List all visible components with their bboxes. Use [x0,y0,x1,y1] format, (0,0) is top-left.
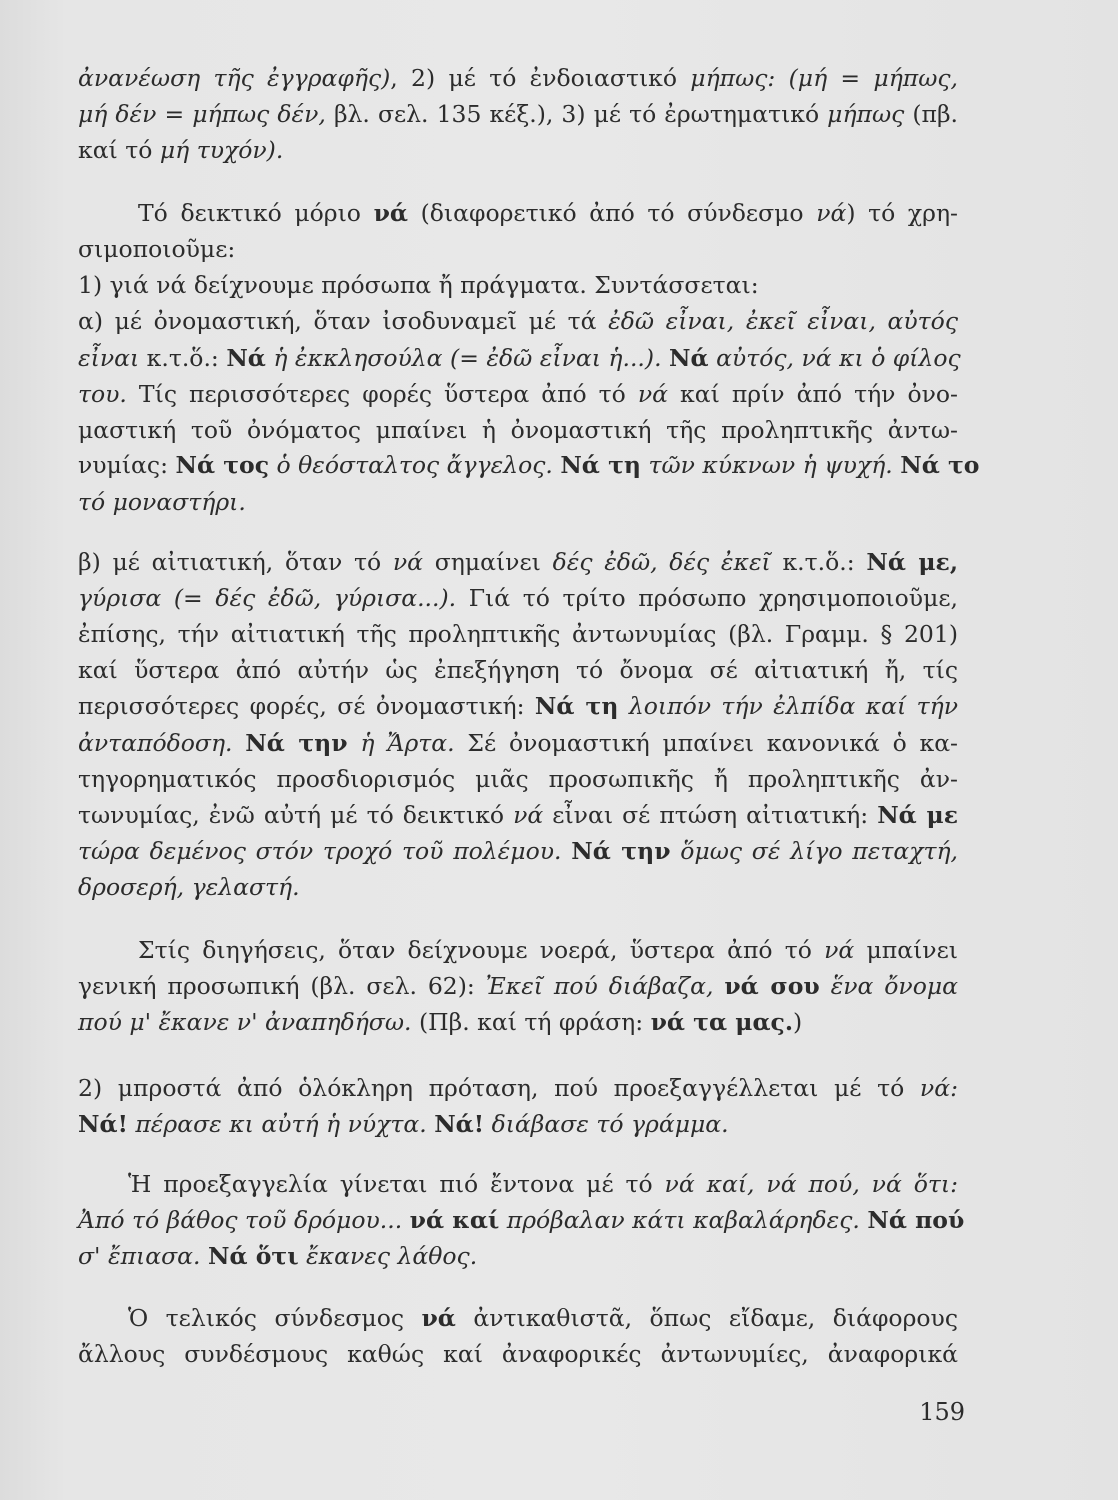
text-run: α) μέ ὀνομαστική, ὅταν ἰσοδυναμεῖ μέ τά [78,307,609,335]
text-line [78,1072,958,1104]
bold-term: νά [373,199,408,227]
bold-term: νά καί [409,1206,500,1234]
bold-term: Νά! [78,1110,128,1138]
text-line [78,269,958,301]
text-run: 2) μπροστά ἀπό ὁλόκληρη πρόταση, πού προεξαγγέλλεται μέ τό [78,1074,920,1102]
italic-example: ὁ θεόσταλτος ἄγγελος. [269,451,561,479]
text-line [78,134,958,166]
bold-term: νά [421,1304,456,1332]
italic-example: ἡ Ἄρτα. [347,729,455,757]
text-line [78,233,958,265]
text-line [138,934,958,966]
text-run: καί πρίν ἀπό τήν ὀνο- [668,380,958,408]
italic-example: νά: [919,1074,958,1102]
text-line [78,305,958,337]
text-run: τηγορηματικός προσδιορισμός μιᾶς προσωπικῆς ἤ προληπτικῆς ἀν- [78,765,958,793]
text-run: ἄλλους συνδέσμους καθώς καί ἀναφορικές ἀντωνυμίες, ἀναφορικά [78,1340,958,1368]
italic-example: μή τυχόν). [159,136,284,164]
italic-example: δές ἐδῶ, δές ἐκεῖ [552,548,771,576]
italic-example: μήπως [827,100,905,128]
italic-example: τῶν κύκνων ἡ ψυχή. [640,451,901,479]
bold-term: Νά ὅτι [207,1242,299,1270]
text-run: κ.τ.ὅ.: [770,548,867,576]
text-line [78,871,958,903]
italic-example: διάβασε τό γράμμα. [484,1110,729,1138]
bold-term: Νά τη [560,451,641,479]
italic-example: σ' ἔπιασα. [78,1242,208,1270]
text-run: εἶναι σέ πτώση αἰτιατική: [543,801,878,829]
text-line [78,414,958,446]
bold-term: Νά [669,344,709,372]
italic-example: νά καί, νά πού, νά ὅτι: [664,1170,958,1198]
text-line [78,970,958,1002]
italic-example: ὅμως σέ λίγο πεταχτή, [670,837,958,865]
italic-example: ἀνανέωση τῆς ἐγγραφῆς) [78,64,391,92]
bold-term: Νά! [434,1110,485,1138]
italic-example: τό μοναστήρι. [78,488,246,516]
text-line [78,618,958,650]
text-run: ἀντικαθιστᾶ, ὅπως εἴδαμε, διάφορους [455,1304,958,1332]
bold-term: Νά την [245,729,348,757]
italic-example: νά [824,936,855,964]
text-run: ) [793,1008,803,1036]
text-run: ἐπίσης, τήν αἰτιατική τῆς προληπτικῆς ἀντωνυμίας (βλ. Γραμμ. § 201) [78,620,958,648]
text-run: (Πβ. καί τή φράση: [411,1008,651,1036]
text-run: τωνυμίας, ἐνῶ αὐτή μέ τό δεικτικό [78,801,514,829]
italic-example: νά [513,801,544,829]
text-line [78,835,958,867]
text-run: Τό δεικτικό μόριο [138,199,374,227]
italic-example: πρόβαλαν κάτι καβαλάρηδες. [499,1206,868,1234]
italic-example: Ἐκεῖ πού διάβαζα, [485,972,725,1000]
text-line [78,342,961,374]
italic-example: πέρασε κι αὐτή ἡ νύχτα. [127,1110,435,1138]
italic-example: μή δέν = μήπως δέν, [78,100,326,128]
text-run: Ἡ προεξαγγελία γίνεται πιό ἔντονα μέ τό [128,1170,665,1198]
bold-term: Νά με [877,801,958,829]
italic-example: νά [637,380,669,408]
text-line [138,197,958,229]
text-line [128,1168,958,1200]
text-run: γενική προσωπική (βλ. σελ. 62): [78,972,486,1000]
text-run: β) μέ αἰτιατική, ὅταν τό [78,548,393,576]
text-run: κ.τ.ὅ.: [139,344,227,372]
text-run: (διαφορετικό ἀπό τό σύνδεσμο [407,199,817,227]
bold-term: Νά τη [534,692,619,720]
text-line [78,1240,958,1272]
italic-example: πού μ' ἔκανε ν' ἀναπηδήσω. [78,1008,412,1036]
text-run: βλ. σελ. 135 κέξ.), 3) μέ τό ἐρωτηματικό [325,100,828,128]
text-run: νυμίας: [78,451,176,479]
italic-example: μήπως: (μή = μήπως, [690,64,959,92]
text-run: Τίς περισσότερες φορές ὕστερα ἀπό τό [126,380,638,408]
italic-example: ἔκανες λάθος. [298,1242,478,1270]
italic-example: δροσερή, γελαστή. [78,873,300,901]
bold-term: νά σου [724,972,820,1000]
bold-term: Νά πού [867,1206,965,1234]
text-line [78,62,958,94]
italic-example: λοιπόν τήν ἐλπίδα καί τήν [618,692,958,720]
bold-term: Νά [226,344,266,372]
text-run: Γιά τό τρίτο πρόσωπο χρησιμοποιοῦμε, [456,584,958,612]
bold-term: Νά το [900,451,980,479]
text-line [78,654,958,686]
italic-example: ἐδῶ εἶναι, ἐκεῖ εἶναι, αὐτός [608,307,958,335]
italic-example: του. [78,380,127,408]
text-line [78,690,958,722]
italic-example: νά [392,548,423,576]
text-line [78,486,958,518]
text-run: (πβ. [904,100,959,128]
text-run: μαστική τοῦ ὀνόματος μπαίνει ἡ ὀνομαστική τῆς προληπτικῆς ἀντω- [78,416,958,444]
text-run: 1) γιά νά δείχνουμε πρόσωπα ἤ πράγματα. Συντάσσεται: [78,271,759,299]
italic-example: γύρισα (= δές ἐδῶ, γύρισα...). [78,584,457,612]
text-line [78,582,958,614]
italic-example: Ἀπό τό βάθος τοῦ δρόμου... [78,1206,410,1234]
italic-example: ἡ ἐκκλησούλα (= ἐδῶ εἶναι ἡ...). [265,344,670,372]
text-line [78,1108,958,1140]
text-line [78,1338,958,1370]
italic-example: αὐτός, νά κι ὁ φίλος [708,344,961,372]
text-line [128,1302,958,1334]
italic-example: νά [816,199,847,227]
text-line [78,799,958,831]
bold-term: Νά την [571,837,671,865]
text-line [78,763,958,795]
text-line [78,378,958,410]
italic-example: ἕνα ὄνομα [819,972,958,1000]
bold-term: νά τα μας. [650,1008,794,1036]
text-run: καί τό [78,136,160,164]
italic-example: εἶναι [78,344,140,372]
text-run: Στίς διηγήσεις, ὅταν δείχνουμε νοερά, ὕστερα ἀπό τό [138,936,825,964]
text-line [78,98,958,130]
text-run: Ὁ τελικός σύνδεσμος [128,1304,422,1332]
bold-term: Νά με, [866,548,959,576]
text-line [78,1204,965,1236]
page-number: 159 [919,1398,965,1426]
text-run: περισσότερες φορές, σέ ὀνομαστική: [78,692,535,720]
text-line [78,449,980,481]
text-line [78,727,958,759]
bold-term: Νά τος [175,451,270,479]
text-run: σημαίνει [422,548,553,576]
italic-example: τώρα δεμένος στόν τροχό τοῦ πολέμου. [78,837,572,865]
text-run: Σέ ὀνομαστική μπαίνει κανονικά ὁ κα- [454,729,959,757]
text-line [78,546,958,578]
text-run: ) τό χρη- [846,199,958,227]
text-line [78,1006,958,1038]
text-run: , 2) μέ τό ἐνδοιαστικό [390,64,691,92]
text-run: μπαίνει [854,936,958,964]
text-run: καί ὕστερα ἀπό αὐτήν ὡς ἐπεξήγηση τό ὄνομα σέ αἰτιατική ἤ, τίς [78,656,958,684]
italic-example: ἀνταπόδοση. [78,729,246,757]
text-run: σιμοποιοῦμε: [78,235,236,263]
